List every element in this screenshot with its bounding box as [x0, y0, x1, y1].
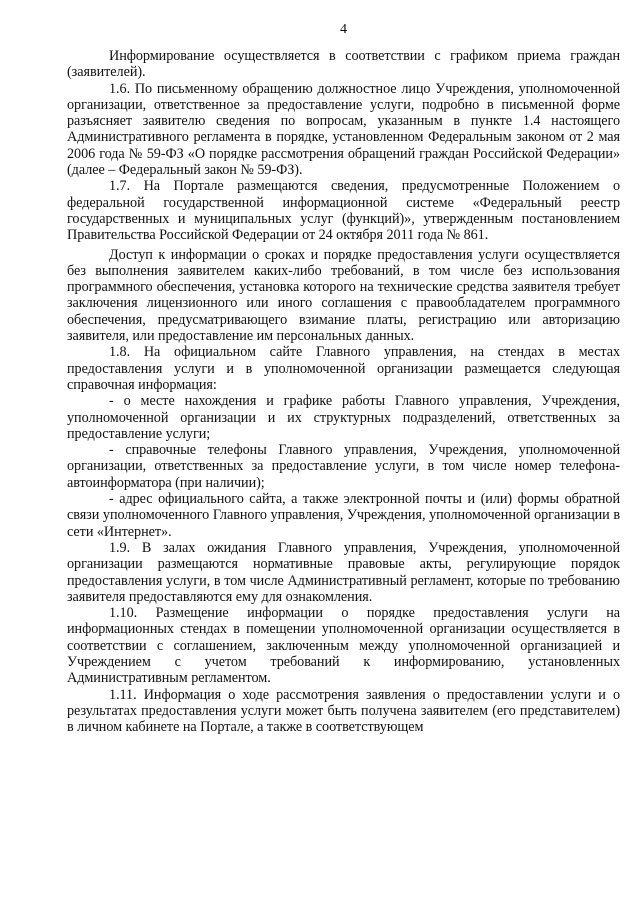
- paragraph-1-6: 1.6. По письменному обращению должностное лицо Учреждения, уполномоченной организации, ответственное за предоставление услуги, подробно в письменной форме разъясняет заявителю сведения по вопросам, указанным в пункте 1.4 настоящего Административного регламента в порядке, установленном Федеральным законом от 2 мая 2006 года № 59-ФЗ «О порядке рассмотрения обращений граждан Российской Федерации» (далее – Федеральный закон № 59-ФЗ).: [67, 80, 620, 179]
- paragraph-1-10: 1.10. Размещение информации о порядке предоставления услуги на информационных стендах в помещении уполномоченной организации осуществляется в соответствии с соглашением, заключенным между уполномоченной организацией и Учреждением с учетом требований к информированию, установленных Административным регламентом.: [67, 605, 620, 687]
- paragraph-info-schedule: Информирование осуществляется в соответствии с графиком приема граждан (заявителей).: [67, 48, 620, 81]
- page-number: 4: [340, 22, 347, 37]
- paragraph-1-9: 1.9. В залах ожидания Главного управления, Учреждения, уполномоченной организации размещаются нормативные правовые акты, регулирующие порядок предоставления услуги, в том числе Административный регламент, которые по требованию заявителя предоставляются ему для ознакомления.: [67, 539, 620, 605]
- paragraph-1-8: 1.8. На официальном сайте Главного управления, на стендах в местах предоставления услуги и в уполномоченной организации размещается следующая справочная информация:: [67, 344, 620, 393]
- paragraph-1-11: 1.11. Информация о ходе рассмотрения заявления о предоставлении услуги и о результатах предоставления услуги может быть получена заявителем (его представителем) в личном кабинете на Портале, а также в соответствующем: [67, 686, 620, 736]
- paragraph-1-7: 1.7. На Портале размещаются сведения, предусмотренные Положением о федеральной государственной информационной системе «Федеральный реестр государственных и муниципальных услуг (функций)», утвержденным постановлением Правительства Российской Федерации от 24 октября 2011 года № 861.: [67, 178, 620, 244]
- list-item-phones: - справочные телефоны Главного управления, Учреждения, уполномоченной организации, ответственных за предоставление услуги, в том числе номер телефона-автоинформатора (при наличии);: [67, 442, 620, 491]
- list-item-location: - о месте нахождения и графике работы Главного управления, Учреждения, уполномоченной организации и их структурных подразделений, ответственных за предоставление услуги;: [67, 393, 620, 442]
- paragraph-access-info: Доступ к информации о сроках и порядке предоставления услуги осуществляется без выполнения заявителем каких-либо требований, в том числе без использования программного обеспечения, установка которого на технические средства заявителя требует заключения лицензионного или иного соглашения с правообладателем программного обеспечения, предусматривающего взимание платы, регистрацию или авторизацию заявителя, или предоставление им персональных данных.: [67, 246, 620, 345]
- list-item-website: - адрес официального сайта, а также электронной почты и (или) формы обратной связи уполномоченного Главного управления, Учреждения, уполномоченной организации в сети «Интернет».: [67, 491, 620, 540]
